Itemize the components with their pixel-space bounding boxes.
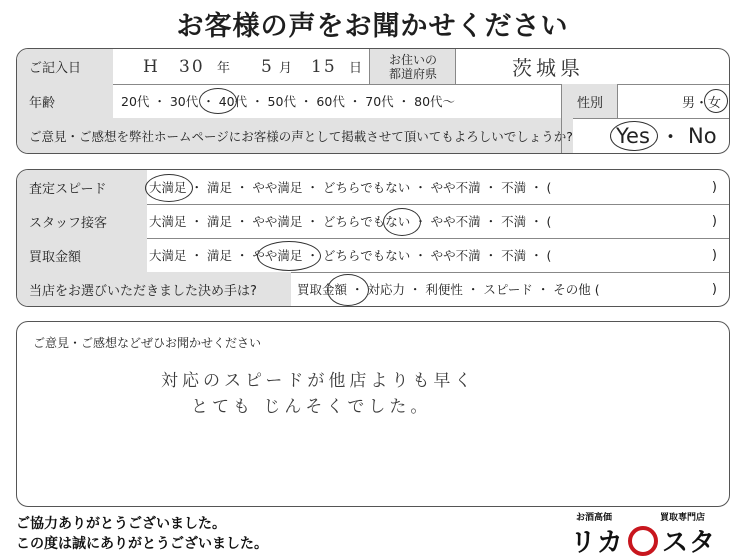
rating-options-price[interactable]: 大満足 ・ 満足 ・ やや満足 ・ どちらでもない ・ やや不満 ・ 不満 ・ ( ) (135, 238, 729, 272)
decision-label: 当店をお選びいただきました決め手は? (17, 272, 291, 306)
gender-label: 性別 (561, 84, 618, 118)
rating-options-staff[interactable]: 大満足 ・ 満足 ・ やや満足 ・ どちらでもない ・ やや不満 ・ 不満 ・ ( ) (135, 204, 729, 238)
decision-close: ) (711, 281, 717, 297)
month-unit: 月 (279, 61, 293, 76)
rating-close-speed: ) (711, 179, 717, 195)
rating-row-price (17, 238, 729, 273)
date-era: H (143, 56, 160, 77)
logo-tagline-left: お酒高価 (576, 513, 613, 523)
consent-row (17, 118, 729, 153)
rating-label-staff: スタッフ接客 (17, 204, 147, 238)
address-label: お住いの 都道府県 (369, 49, 456, 84)
consent-question: ご意見・ご感想を弊社ホームページにお客様の声として掲載させて頂いてもよろしいでしょうか? (17, 118, 573, 153)
footer-thanks-2: この度は誠にありがとうございました。 (16, 536, 268, 552)
comment-line-2: とても じんそくでした。 (191, 397, 432, 417)
address-field[interactable] (455, 49, 729, 84)
logo-tagline-right: 買取専門店 (660, 513, 706, 523)
logo-name-left: リカ (570, 528, 624, 558)
date-year: 30 (179, 56, 205, 77)
comment-line-1: 対応のスピードが他店よりも早く (161, 371, 476, 391)
gender-options[interactable]: 男・女 (617, 84, 729, 118)
address-value: 茨城県 (512, 56, 584, 80)
brand-logo (560, 510, 730, 556)
rating-row-staff (17, 204, 729, 239)
decision-selected-circle (327, 274, 369, 306)
ratings-section (16, 169, 730, 307)
rating-options-speed[interactable]: 大満足 ・ 満足 ・ やや満足 ・ どちらでもない ・ やや不満 ・ 不満 ・ ( ) (135, 170, 729, 204)
gender-selected-circle (704, 89, 728, 113)
consent-sep: ・ (660, 124, 681, 149)
rating-close-price: ) (711, 247, 717, 263)
decision-options[interactable]: 買取金額 ・ 対応力 ・ 利便性 ・ スピード ・ その他 ( ) (279, 272, 729, 306)
age-label: 年齢 (17, 84, 113, 118)
comment-label: ご意見・ご感想などぜひお聞かせください (33, 336, 262, 350)
date-day: 15 (311, 56, 337, 77)
page-title: お客様の声をお聞かせください (176, 11, 569, 42)
logo-mark-icon (628, 526, 658, 556)
footer-thanks-1: ご協力ありがとうございました。 (16, 516, 226, 532)
age-gender-row (17, 84, 729, 119)
year-unit: 年 (217, 61, 231, 76)
comment-section[interactable] (16, 321, 730, 507)
rating-selected-circle-speed (145, 174, 193, 202)
rating-selected-circle-price (257, 241, 321, 271)
date-field[interactable] (101, 49, 369, 84)
rating-selected-circle-staff (383, 208, 421, 236)
day-unit: 日 (349, 61, 363, 76)
date-address-row (17, 49, 729, 85)
age-options[interactable]: 20代 ・ 30代 ・ 40代 ・ 50代 ・ 60代 ・ 70代 ・ 80代〜 (101, 84, 561, 118)
consent-no[interactable]: No (688, 123, 717, 148)
consent-selected-circle (610, 121, 658, 151)
rating-label-price: 買取金額 (17, 238, 147, 272)
rating-close-staff: ) (711, 213, 717, 229)
rating-label-speed: 査定スピード (17, 170, 147, 204)
decision-row (17, 272, 729, 306)
consent-yes[interactable]: Yes (616, 123, 650, 148)
age-selected-circle (199, 88, 237, 114)
rating-row-speed (17, 170, 729, 205)
date-month: 5 (261, 56, 274, 77)
date-label: ご記入日 (17, 49, 113, 84)
info-section (16, 48, 730, 154)
consent-options[interactable] (561, 118, 729, 153)
logo-name-right: スタ (662, 528, 717, 558)
